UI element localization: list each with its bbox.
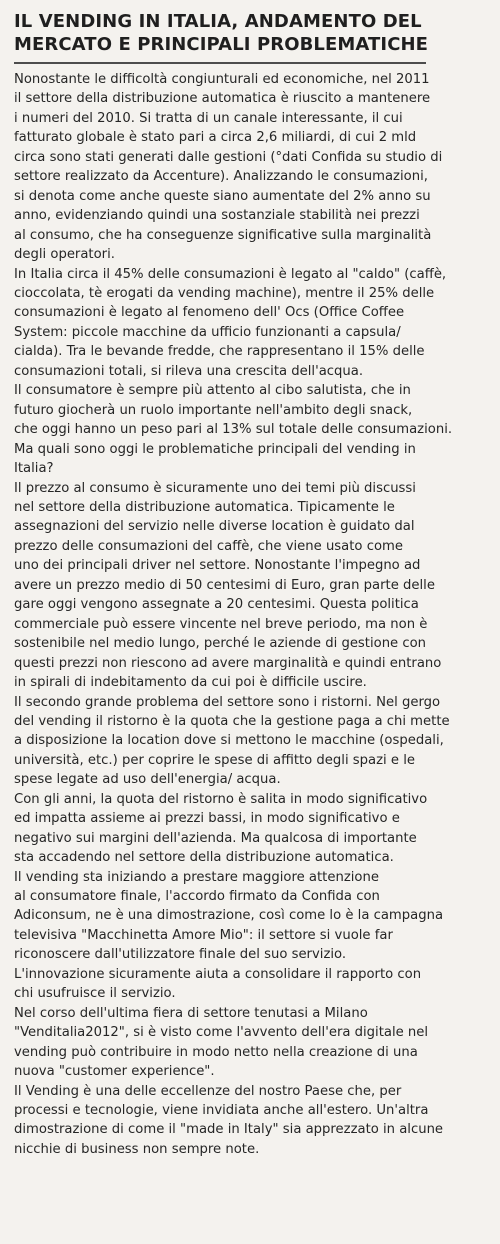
paragraph-line: ed impatta assieme ai prezzi bassi, in modo significativo e xyxy=(14,811,400,827)
paragraph-line: uno dei principali driver nel settore. Nonostante l'impegno ad xyxy=(14,558,421,574)
paragraph-line: gare oggi vengono assegnate a 20 centesimi. Questa politica xyxy=(14,597,419,613)
paragraph-line: del vending il ristorno è la quota che la gestione paga a chi mette xyxy=(14,713,450,729)
paragraph-line: a disposizione la location dove si mettono le macchine (ospedali, xyxy=(14,733,444,749)
paragraph-line: il settore della distribuzione automatica è riuscito a mantenere xyxy=(14,91,431,107)
paragraph-line: spese legate ad uso dell'energia/ acqua. xyxy=(14,772,281,788)
paragraph-line: fatturato globale è stato pari a circa 2,6 miliardi, di cui 2 mld xyxy=(14,130,417,146)
paragraph-line: nuova "customer experience". xyxy=(14,1064,215,1080)
paragraph-line: in spirali di indebitamento da cui poi è difficile uscire. xyxy=(14,675,367,691)
paragraph-line: Ma quali sono oggi le problematiche principali del vending in xyxy=(14,441,416,457)
paragraph-line: sta accadendo nel settore della distribuzione automatica. xyxy=(14,850,394,866)
paragraph-line: prezzo delle consumazioni del caffè, che viene usato come xyxy=(14,538,403,554)
paragraph-line: Il consumatore è sempre più attento al cibo salutista, che in xyxy=(14,383,411,399)
paragraph-line: Nonostante le difficoltà congiunturali ed economiche, nel 2011 xyxy=(14,72,430,87)
paragraph-line: nicchie di business non sempre note. xyxy=(14,1141,260,1157)
paragraph-line: L'innovazione sicuramente aiuta a consolidare il rapporto con xyxy=(14,966,422,982)
paragraph-line: assegnazioni del servizio nelle diverse location è guidato dal xyxy=(14,519,415,535)
article-title xyxy=(14,10,484,56)
paragraph-line: Adiconsum, ne è una dimostrazione, così come lo è la campagna xyxy=(14,908,444,924)
article-body xyxy=(14,70,484,1159)
paragraph-line: circa sono stati generati dalle gestioni (°dati Confida su studio di xyxy=(14,149,443,165)
paragraph-line: negativo sui margini dell'azienda. Ma qualcosa di importante xyxy=(14,830,417,846)
paragraph-line: settore realizzato da Accenture). Analizzando le consumazioni, xyxy=(14,169,428,185)
paragraph-line: Il secondo grande problema del settore sono i ristorni. Nel gergo xyxy=(14,694,441,710)
article-title-line: MERCATO E PRINCIPALI PROBLEMATICHE xyxy=(14,34,429,55)
paragraph-line: "Venditalia2012", si è visto come l'avvento dell'era digitale nel xyxy=(14,1025,429,1041)
article-paragraph xyxy=(14,479,484,693)
paragraph-line: consumazioni è legato al fenomeno dell' Ocs (Office Coffee xyxy=(14,305,405,321)
article-paragraph xyxy=(14,965,484,1004)
paragraph-line: riconoscere dall'utilizzatore finale del suo servizio. xyxy=(14,947,347,963)
title-underline xyxy=(14,62,426,64)
paragraph-line: università, etc.) per coprire le spese di affitto degli spazi e le xyxy=(14,752,415,768)
paragraph-line: vending può contribuire in modo netto nella creazione di una xyxy=(14,1044,418,1060)
paragraph-line: Il Vending è una delle eccellenze del nostro Paese che, per xyxy=(14,1083,402,1099)
article-paragraph xyxy=(14,1082,484,1160)
paragraph-line: processi e tecnologie, viene invidiata anche all'estero. Un'altra xyxy=(14,1103,429,1119)
paragraph-line: sostenibile nel medio lungo, perché le aziende di gestione con xyxy=(14,636,427,652)
article-title-line: IL VENDING IN ITALIA, ANDAMENTO DEL xyxy=(14,11,422,32)
paragraph-line: che oggi hanno un peso pari al 13% sul totale delle consumazioni. xyxy=(14,422,453,438)
article-paragraph xyxy=(14,693,484,790)
paragraph-line: commerciale può essere vincente nel breve periodo, ma non è xyxy=(14,616,428,632)
article-paragraph xyxy=(14,1004,484,1082)
paragraph-line: al consumo, che ha conseguenze significative sulla marginalità xyxy=(14,227,432,243)
paragraph-line: avere un prezzo medio di 50 centesimi di Euro, gran parte delle xyxy=(14,577,435,593)
article-paragraph xyxy=(14,265,484,382)
paragraph-line: Con gli anni, la quota del ristorno è salita in modo significativo xyxy=(14,791,428,807)
paragraph-line: Italia? xyxy=(14,461,54,477)
paragraph-line: Il prezzo al consumo è sicuramente uno dei temi più discussi xyxy=(14,480,416,496)
paragraph-line: consumazioni totali, si rileva una crescita dell'acqua. xyxy=(14,363,364,379)
paragraph-line: questi prezzi non riescono ad avere marginalità e quindi entrano xyxy=(14,655,442,671)
paragraph-line: si denota come anche queste siano aumentate del 2% anno su xyxy=(14,188,431,204)
paragraph-line: chi usufruisce il servizio. xyxy=(14,986,176,1002)
paragraph-line: i numeri del 2010. Si tratta di un canale interessante, il cui xyxy=(14,110,403,126)
paragraph-line: televisiva "Macchinetta Amore Mio": il settore si vuole far xyxy=(14,927,393,943)
paragraph-line: futuro giocherà un ruolo importante nell'ambito degli snack, xyxy=(14,402,413,418)
article-paragraph xyxy=(14,868,484,965)
paragraph-line: System: piccole macchine da ufficio funzionanti a capsula/ xyxy=(14,324,401,340)
paragraph-line: cioccolata, tè erogati da vending machine), mentre il 25% delle xyxy=(14,285,435,301)
paragraph-line: dimostrazione di come il "made in Italy" sia apprezzato in alcune xyxy=(14,1122,444,1138)
paragraph-line: cialda). Tra le bevande fredde, che rappresentano il 15% delle xyxy=(14,344,425,360)
article-paragraph xyxy=(14,790,484,868)
paragraph-line: Nel corso dell'ultima fiera di settore tenutasi a Milano xyxy=(14,1005,368,1021)
paragraph-line: Il vending sta iniziando a prestare maggiore attenzione xyxy=(14,869,379,885)
article-paragraph xyxy=(14,381,484,478)
paragraph-line: degli operatori. xyxy=(14,247,115,263)
paragraph-line: al consumatore finale, l'accordo firmato da Confida con xyxy=(14,889,380,905)
article-paragraph xyxy=(14,70,484,265)
paragraph-line: In Italia circa il 45% delle consumazioni è legato al "caldo" (caffè, xyxy=(14,266,447,282)
paragraph-line: anno, evidenziando quindi una sostanziale stabilità nei prezzi xyxy=(14,208,420,224)
paragraph-line: nel settore della distribuzione automatica. Tipicamente le xyxy=(14,499,395,515)
